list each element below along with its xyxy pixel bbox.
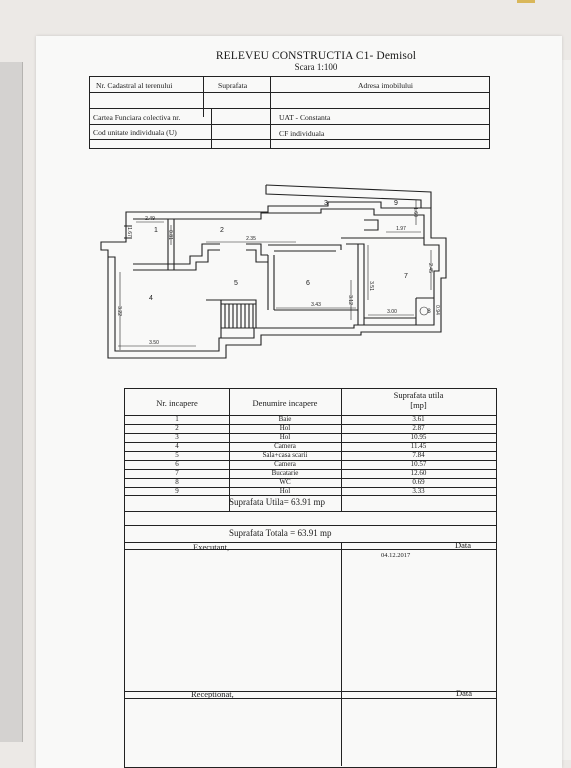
rooms-row-area: 7.84 xyxy=(412,451,425,459)
plan-room-5: 5 xyxy=(234,280,238,287)
data-label: Data xyxy=(456,688,473,698)
rooms-row-name: Hol xyxy=(279,487,291,495)
plan-dim-1-67: 1.67 xyxy=(126,227,132,237)
rooms-row-name: Camera xyxy=(274,442,296,450)
plan-room-1: 1 xyxy=(154,227,158,234)
document-scale: Scara 1:100 xyxy=(294,62,338,72)
info-header-cadastral: Nr. Cadastral al terenului xyxy=(96,81,173,90)
receptionat-label: Receptionat, xyxy=(191,689,234,699)
rooms-row-area: 11.45 xyxy=(410,442,427,450)
plan-room-8: 8 xyxy=(427,309,431,315)
plan-dim-3-00: 3.00 xyxy=(387,309,397,315)
plan-dim-2-45: 2.45 xyxy=(427,263,433,273)
plan-room-6: 6 xyxy=(306,280,310,287)
rooms-row-name: WC xyxy=(279,478,291,486)
rooms-row-name: Hol xyxy=(279,424,291,432)
rooms-header-nr: Nr. incapere xyxy=(156,398,198,408)
info-table xyxy=(89,76,490,149)
plan-dim-3-51: 3.51 xyxy=(368,281,374,291)
rooms-row-name: Baie xyxy=(278,415,292,423)
rooms-row-area: 0.69 xyxy=(412,478,425,486)
plan-dim-3-50: 3.50 xyxy=(149,340,159,346)
rooms-row-area: 10.57 xyxy=(410,460,427,468)
info-header-adresa: Adresa imobilului xyxy=(358,81,414,90)
info-uat: UAT - Constanta xyxy=(279,113,331,122)
rooms-row-nr: 5 xyxy=(175,451,179,459)
data-label: Data xyxy=(455,540,472,550)
rooms-header-suprafata: Suprafata utila xyxy=(393,390,444,400)
rooms-row-area: 12.60 xyxy=(410,469,427,477)
plan-room-3: 3 xyxy=(324,200,328,207)
rooms-row-nr: 1 xyxy=(175,415,179,423)
plan-room-9: 9 xyxy=(394,200,398,207)
plan-dim-3-22: 3.22 xyxy=(116,306,122,316)
plan-dim-1-60: 1.60 xyxy=(412,207,418,217)
info-cf-individuala: CF individuala xyxy=(279,129,325,138)
rooms-row-name: Camera xyxy=(274,460,296,468)
rooms-row-name: Sala+casa scarii xyxy=(262,451,308,459)
rooms-header-unit: [mp] xyxy=(410,400,427,410)
rooms-row-nr: 9 xyxy=(175,487,179,495)
suprafata-totala: Suprafata Totala = 63.91 mp xyxy=(229,528,332,538)
suprafata-utila: Suprafata Utila= 63.91 mp xyxy=(229,497,326,507)
rooms-row-nr: 7 xyxy=(175,469,179,477)
plan-room-4: 4 xyxy=(149,295,153,302)
executant-label: Executant, xyxy=(193,542,230,552)
plan-dim-2-49: 2.49 xyxy=(145,216,155,222)
rooms-row-nr: 4 xyxy=(175,442,179,450)
document-sheet xyxy=(36,36,562,768)
info-carte-funciara: Cartea Funciara colectiva nr. xyxy=(93,113,181,122)
rooms-row-nr: 3 xyxy=(175,433,179,441)
rooms-header-denumire: Denumire incapere xyxy=(252,398,318,408)
info-cod-unitate: Cod unitate individuala (U) xyxy=(93,128,177,137)
plan-room-7: 7 xyxy=(404,273,408,280)
plan-dim-2-35: 2.35 xyxy=(246,236,256,242)
rooms-row-area: 3.33 xyxy=(412,487,425,495)
floor-plan xyxy=(96,180,496,385)
background-accent xyxy=(517,0,535,3)
document-title: RELEVEU CONSTRUCTIA C1- Demisol xyxy=(215,50,417,62)
rooms-row-name: Hol xyxy=(279,433,291,441)
plan-dim-0-81: 0.81 xyxy=(167,230,173,240)
rooms-row-name: Bucatarie xyxy=(271,469,299,477)
plan-room-2: 2 xyxy=(220,227,224,234)
rooms-row-nr: 2 xyxy=(175,424,179,432)
rooms-row-area: 10.95 xyxy=(410,433,427,441)
background-page-left xyxy=(0,62,23,742)
rooms-row-area: 3.61 xyxy=(412,415,425,423)
info-header-suprafata: Suprafata xyxy=(218,81,248,90)
rooms-row-nr: 8 xyxy=(175,478,179,486)
rooms-row-area: 2.87 xyxy=(412,424,425,432)
plan-dim-0-94: 0.94 xyxy=(434,305,440,315)
rooms-row-nr: 6 xyxy=(175,460,179,468)
plan-dim-3-12: 3.12 xyxy=(347,295,353,305)
plan-dim-3-43: 3.43 xyxy=(311,302,321,308)
plan-dim-1-97: 1.97 xyxy=(396,226,406,232)
rooms-table xyxy=(124,388,497,768)
executant-date: 04.12.2017 xyxy=(381,552,411,559)
